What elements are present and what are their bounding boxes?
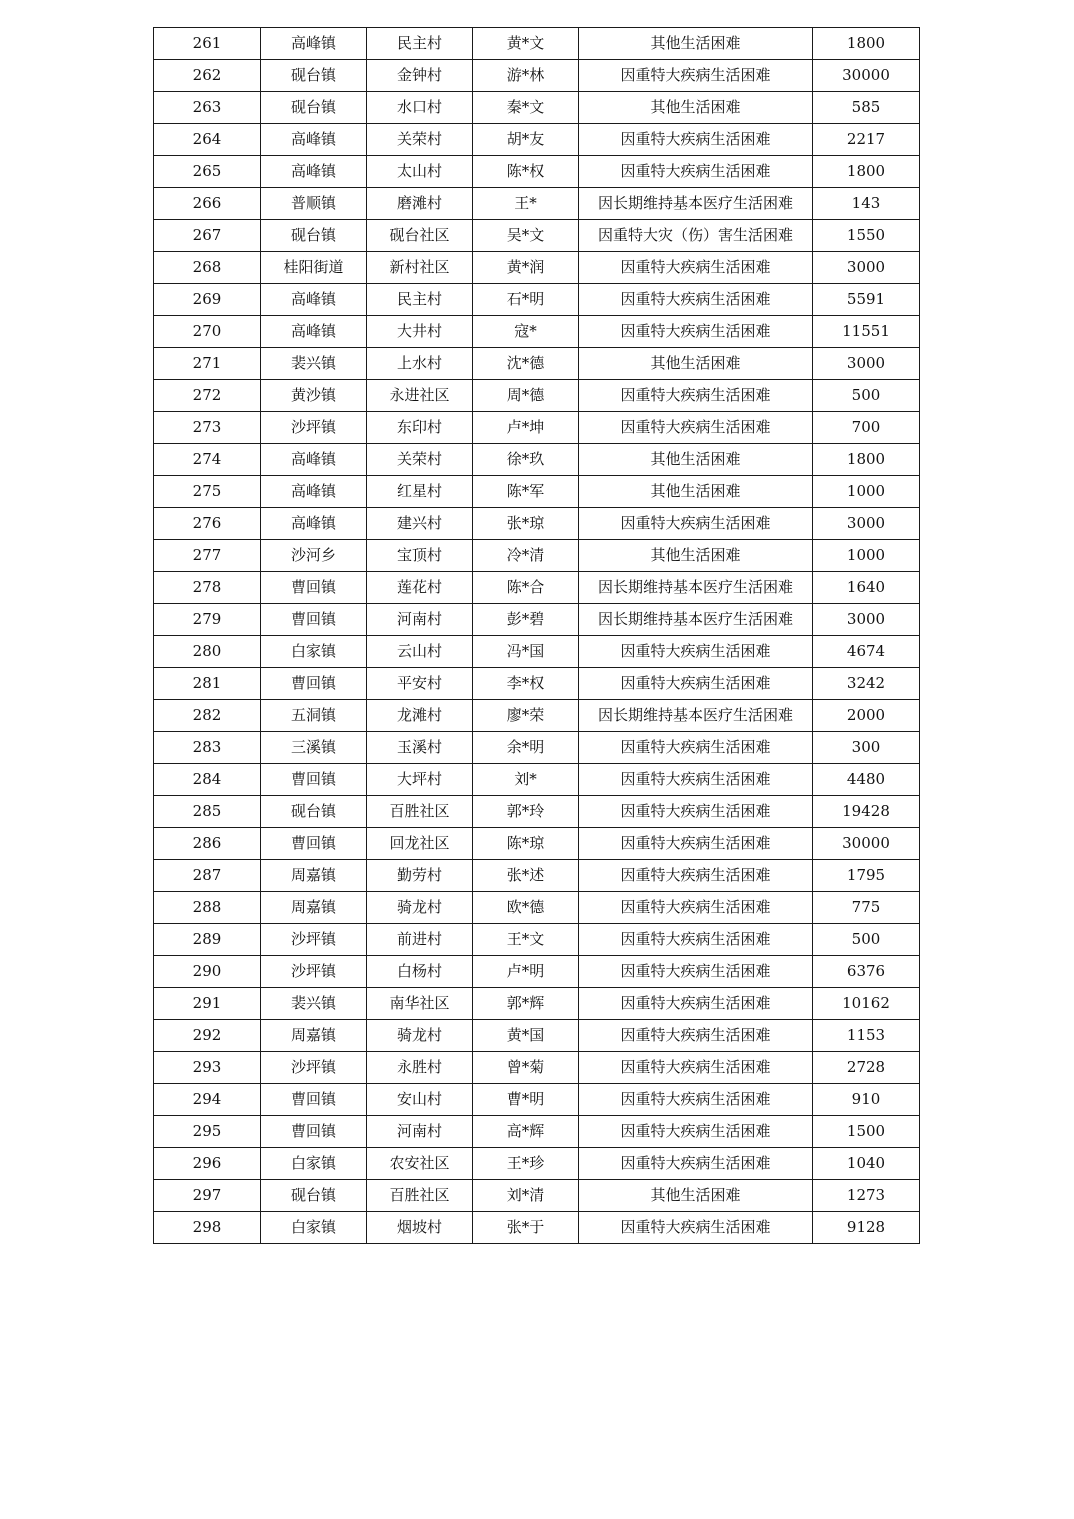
cell-village: 大坪村 [367, 764, 473, 796]
cell-village: 云山村 [367, 636, 473, 668]
cell-name: 秦*文 [473, 92, 579, 124]
cell-amount: 9128 [813, 1212, 920, 1244]
cell-name: 张*琼 [473, 508, 579, 540]
cell-town: 砚台镇 [261, 1180, 367, 1212]
table-row [154, 668, 920, 700]
table-row [154, 92, 920, 124]
cell-serial-number: 297 [154, 1180, 261, 1212]
cell-name: 游*林 [473, 60, 579, 92]
cell-amount: 500 [813, 380, 920, 412]
cell-reason: 因长期维持基本医疗生活困难 [579, 700, 813, 732]
cell-serial-number: 296 [154, 1148, 261, 1180]
cell-name: 徐*玖 [473, 444, 579, 476]
cell-town: 高峰镇 [261, 508, 367, 540]
cell-town: 曹回镇 [261, 828, 367, 860]
table-row [154, 476, 920, 508]
cell-town: 黄沙镇 [261, 380, 367, 412]
cell-town: 曹回镇 [261, 604, 367, 636]
table-row [154, 220, 920, 252]
table-row [154, 1180, 920, 1212]
cell-reason: 因重特大疾病生活困难 [579, 636, 813, 668]
table-row [154, 604, 920, 636]
cell-amount: 2000 [813, 700, 920, 732]
table-row [154, 156, 920, 188]
cell-name: 黄*国 [473, 1020, 579, 1052]
cell-town: 白家镇 [261, 636, 367, 668]
cell-village: 关荣村 [367, 124, 473, 156]
cell-serial-number: 280 [154, 636, 261, 668]
cell-reason: 因重特大疾病生活困难 [579, 60, 813, 92]
cell-village: 砚台社区 [367, 220, 473, 252]
cell-serial-number: 267 [154, 220, 261, 252]
cell-town: 高峰镇 [261, 124, 367, 156]
cell-village: 莲花村 [367, 572, 473, 604]
table-row [154, 892, 920, 924]
cell-reason: 其他生活困难 [579, 28, 813, 60]
cell-serial-number: 278 [154, 572, 261, 604]
cell-amount: 1500 [813, 1116, 920, 1148]
cell-reason: 因长期维持基本医疗生活困难 [579, 572, 813, 604]
cell-village: 骑龙村 [367, 1020, 473, 1052]
cell-town: 高峰镇 [261, 156, 367, 188]
cell-serial-number: 291 [154, 988, 261, 1020]
cell-name: 沈*德 [473, 348, 579, 380]
cell-serial-number: 271 [154, 348, 261, 380]
table-row [154, 732, 920, 764]
cell-town: 曹回镇 [261, 572, 367, 604]
table-row [154, 1084, 920, 1116]
cell-name: 刘* [473, 764, 579, 796]
cell-name: 王*珍 [473, 1148, 579, 1180]
cell-reason: 因重特大疾病生活困难 [579, 252, 813, 284]
cell-village: 烟坡村 [367, 1212, 473, 1244]
cell-amount: 3000 [813, 604, 920, 636]
cell-amount: 5591 [813, 284, 920, 316]
cell-town: 高峰镇 [261, 284, 367, 316]
cell-reason: 因重特大疾病生活困难 [579, 412, 813, 444]
cell-village: 宝顶村 [367, 540, 473, 572]
cell-serial-number: 285 [154, 796, 261, 828]
cell-reason: 因重特大疾病生活困难 [579, 860, 813, 892]
cell-amount: 3000 [813, 348, 920, 380]
cell-reason: 因重特大疾病生活困难 [579, 1052, 813, 1084]
table-row [154, 188, 920, 220]
cell-town: 三溪镇 [261, 732, 367, 764]
cell-amount: 2217 [813, 124, 920, 156]
cell-amount: 3242 [813, 668, 920, 700]
cell-village: 回龙社区 [367, 828, 473, 860]
cell-reason: 因长期维持基本医疗生活困难 [579, 188, 813, 220]
cell-name: 曹*明 [473, 1084, 579, 1116]
cell-village: 东印村 [367, 412, 473, 444]
cell-town: 沙坪镇 [261, 956, 367, 988]
cell-serial-number: 262 [154, 60, 261, 92]
cell-serial-number: 283 [154, 732, 261, 764]
cell-village: 上水村 [367, 348, 473, 380]
table-row [154, 764, 920, 796]
cell-village: 红星村 [367, 476, 473, 508]
table-row [154, 508, 920, 540]
cell-name: 欧*德 [473, 892, 579, 924]
cell-village: 大井村 [367, 316, 473, 348]
cell-amount: 1800 [813, 444, 920, 476]
cell-reason: 因重特大灾（伤）害生活困难 [579, 220, 813, 252]
cell-serial-number: 295 [154, 1116, 261, 1148]
cell-town: 砚台镇 [261, 92, 367, 124]
cell-serial-number: 264 [154, 124, 261, 156]
cell-town: 白家镇 [261, 1212, 367, 1244]
cell-village: 百胜社区 [367, 796, 473, 828]
cell-serial-number: 269 [154, 284, 261, 316]
table-row [154, 28, 920, 60]
cell-town: 曹回镇 [261, 764, 367, 796]
cell-town: 曹回镇 [261, 1116, 367, 1148]
cell-reason: 因重特大疾病生活困难 [579, 1148, 813, 1180]
cell-town: 沙坪镇 [261, 924, 367, 956]
cell-town: 高峰镇 [261, 444, 367, 476]
cell-amount: 1273 [813, 1180, 920, 1212]
cell-name: 王* [473, 188, 579, 220]
cell-village: 太山村 [367, 156, 473, 188]
cell-amount: 1153 [813, 1020, 920, 1052]
cell-amount: 30000 [813, 60, 920, 92]
cell-amount: 3000 [813, 508, 920, 540]
table-row [154, 252, 920, 284]
cell-town: 周嘉镇 [261, 892, 367, 924]
cell-reason: 因重特大疾病生活困难 [579, 284, 813, 316]
cell-name: 王*文 [473, 924, 579, 956]
cell-reason: 因重特大疾病生活困难 [579, 924, 813, 956]
cell-town: 周嘉镇 [261, 860, 367, 892]
cell-name: 寇* [473, 316, 579, 348]
cell-serial-number: 275 [154, 476, 261, 508]
table-row [154, 828, 920, 860]
cell-village: 玉溪村 [367, 732, 473, 764]
cell-village: 河南村 [367, 604, 473, 636]
cell-reason: 其他生活困难 [579, 444, 813, 476]
cell-name: 陈*军 [473, 476, 579, 508]
cell-reason: 因重特大疾病生活困难 [579, 1212, 813, 1244]
cell-serial-number: 287 [154, 860, 261, 892]
cell-town: 沙坪镇 [261, 412, 367, 444]
cell-amount: 4674 [813, 636, 920, 668]
cell-amount: 4480 [813, 764, 920, 796]
cell-village: 勤劳村 [367, 860, 473, 892]
cell-reason: 因重特大疾病生活困难 [579, 316, 813, 348]
cell-name: 胡*友 [473, 124, 579, 156]
cell-reason: 因重特大疾病生活困难 [579, 1116, 813, 1148]
cell-name: 陈*琼 [473, 828, 579, 860]
cell-village: 建兴村 [367, 508, 473, 540]
table-row [154, 924, 920, 956]
cell-name: 张*述 [473, 860, 579, 892]
cell-reason: 因重特大疾病生活困难 [579, 668, 813, 700]
cell-village: 金钟村 [367, 60, 473, 92]
cell-town: 沙坪镇 [261, 1052, 367, 1084]
table-row [154, 1052, 920, 1084]
cell-name: 卢*坤 [473, 412, 579, 444]
cell-serial-number: 268 [154, 252, 261, 284]
table-row [154, 316, 920, 348]
cell-serial-number: 265 [154, 156, 261, 188]
cell-village: 龙滩村 [367, 700, 473, 732]
cell-serial-number: 274 [154, 444, 261, 476]
cell-village: 百胜社区 [367, 1180, 473, 1212]
table-row [154, 956, 920, 988]
cell-reason: 因重特大疾病生活困难 [579, 1084, 813, 1116]
cell-name: 黄*润 [473, 252, 579, 284]
cell-reason: 因重特大疾病生活困难 [579, 956, 813, 988]
cell-reason: 因重特大疾病生活困难 [579, 732, 813, 764]
cell-name: 黄*文 [473, 28, 579, 60]
cell-name: 郭*辉 [473, 988, 579, 1020]
cell-amount: 3000 [813, 252, 920, 284]
table-row [154, 348, 920, 380]
cell-serial-number: 290 [154, 956, 261, 988]
cell-serial-number: 292 [154, 1020, 261, 1052]
cell-town: 高峰镇 [261, 476, 367, 508]
cell-town: 普顺镇 [261, 188, 367, 220]
cell-reason: 因重特大疾病生活困难 [579, 156, 813, 188]
cell-town: 曹回镇 [261, 1084, 367, 1116]
cell-name: 陈*合 [473, 572, 579, 604]
cell-village: 关荣村 [367, 444, 473, 476]
relief-table [153, 27, 920, 1244]
cell-village: 民主村 [367, 284, 473, 316]
cell-name: 张*于 [473, 1212, 579, 1244]
table-row [154, 380, 920, 412]
cell-reason: 因重特大疾病生活困难 [579, 380, 813, 412]
cell-name: 高*辉 [473, 1116, 579, 1148]
cell-name: 李*权 [473, 668, 579, 700]
table-row [154, 700, 920, 732]
cell-name: 吴*文 [473, 220, 579, 252]
cell-town: 白家镇 [261, 1148, 367, 1180]
cell-village: 南华社区 [367, 988, 473, 1020]
cell-serial-number: 286 [154, 828, 261, 860]
cell-village: 磨滩村 [367, 188, 473, 220]
cell-village: 永进社区 [367, 380, 473, 412]
cell-serial-number: 282 [154, 700, 261, 732]
cell-serial-number: 277 [154, 540, 261, 572]
cell-amount: 1795 [813, 860, 920, 892]
table-row [154, 572, 920, 604]
cell-name: 冷*清 [473, 540, 579, 572]
cell-amount: 143 [813, 188, 920, 220]
cell-village: 前进村 [367, 924, 473, 956]
cell-reason: 因重特大疾病生活困难 [579, 764, 813, 796]
cell-reason: 因重特大疾病生活困难 [579, 124, 813, 156]
cell-village: 永胜村 [367, 1052, 473, 1084]
cell-serial-number: 284 [154, 764, 261, 796]
cell-amount: 775 [813, 892, 920, 924]
cell-name: 卢*明 [473, 956, 579, 988]
table-row [154, 1020, 920, 1052]
table-row [154, 1116, 920, 1148]
cell-reason: 其他生活困难 [579, 540, 813, 572]
table-row [154, 124, 920, 156]
cell-town: 沙河乡 [261, 540, 367, 572]
cell-village: 农安社区 [367, 1148, 473, 1180]
table-row [154, 412, 920, 444]
cell-town: 高峰镇 [261, 28, 367, 60]
table-row [154, 1148, 920, 1180]
cell-amount: 500 [813, 924, 920, 956]
cell-reason: 其他生活困难 [579, 92, 813, 124]
cell-reason: 因重特大疾病生活困难 [579, 988, 813, 1020]
cell-town: 高峰镇 [261, 316, 367, 348]
table-row [154, 988, 920, 1020]
cell-amount: 1040 [813, 1148, 920, 1180]
cell-town: 五洞镇 [261, 700, 367, 732]
table-row [154, 284, 920, 316]
cell-serial-number: 281 [154, 668, 261, 700]
cell-amount: 1800 [813, 28, 920, 60]
cell-reason: 其他生活困难 [579, 348, 813, 380]
cell-amount: 700 [813, 412, 920, 444]
cell-name: 曾*菊 [473, 1052, 579, 1084]
cell-town: 裴兴镇 [261, 348, 367, 380]
cell-amount: 30000 [813, 828, 920, 860]
cell-serial-number: 289 [154, 924, 261, 956]
cell-amount: 1000 [813, 476, 920, 508]
cell-reason: 其他生活困难 [579, 1180, 813, 1212]
table-row [154, 796, 920, 828]
cell-village: 平安村 [367, 668, 473, 700]
cell-amount: 11551 [813, 316, 920, 348]
cell-name: 郭*玲 [473, 796, 579, 828]
table-row [154, 1212, 920, 1244]
cell-town: 砚台镇 [261, 220, 367, 252]
cell-town: 曹回镇 [261, 668, 367, 700]
cell-name: 刘*清 [473, 1180, 579, 1212]
cell-amount: 2728 [813, 1052, 920, 1084]
cell-serial-number: 273 [154, 412, 261, 444]
relief-table-body [154, 28, 920, 1244]
cell-reason: 因重特大疾病生活困难 [579, 1020, 813, 1052]
cell-serial-number: 272 [154, 380, 261, 412]
cell-name: 冯*国 [473, 636, 579, 668]
cell-amount: 19428 [813, 796, 920, 828]
cell-amount: 585 [813, 92, 920, 124]
cell-reason: 其他生活困难 [579, 476, 813, 508]
cell-village: 白杨村 [367, 956, 473, 988]
table-row [154, 60, 920, 92]
cell-amount: 1800 [813, 156, 920, 188]
cell-town: 桂阳街道 [261, 252, 367, 284]
cell-amount: 910 [813, 1084, 920, 1116]
cell-village: 河南村 [367, 1116, 473, 1148]
cell-serial-number: 270 [154, 316, 261, 348]
cell-amount: 10162 [813, 988, 920, 1020]
cell-serial-number: 261 [154, 28, 261, 60]
cell-town: 裴兴镇 [261, 988, 367, 1020]
cell-amount: 1000 [813, 540, 920, 572]
cell-amount: 300 [813, 732, 920, 764]
cell-town: 砚台镇 [261, 60, 367, 92]
table-row [154, 540, 920, 572]
cell-serial-number: 298 [154, 1212, 261, 1244]
cell-serial-number: 266 [154, 188, 261, 220]
cell-amount: 1640 [813, 572, 920, 604]
cell-town: 周嘉镇 [261, 1020, 367, 1052]
cell-serial-number: 293 [154, 1052, 261, 1084]
cell-village: 民主村 [367, 28, 473, 60]
cell-reason: 因重特大疾病生活困难 [579, 828, 813, 860]
cell-town: 砚台镇 [261, 796, 367, 828]
cell-name: 周*德 [473, 380, 579, 412]
cell-amount: 6376 [813, 956, 920, 988]
cell-reason: 因重特大疾病生活困难 [579, 796, 813, 828]
cell-name: 陈*权 [473, 156, 579, 188]
cell-name: 石*明 [473, 284, 579, 316]
cell-serial-number: 276 [154, 508, 261, 540]
cell-name: 余*明 [473, 732, 579, 764]
cell-village: 新村社区 [367, 252, 473, 284]
cell-village: 骑龙村 [367, 892, 473, 924]
cell-name: 彭*碧 [473, 604, 579, 636]
cell-serial-number: 294 [154, 1084, 261, 1116]
cell-reason: 因重特大疾病生活困难 [579, 508, 813, 540]
cell-village: 水口村 [367, 92, 473, 124]
cell-name: 廖*荣 [473, 700, 579, 732]
cell-serial-number: 279 [154, 604, 261, 636]
cell-serial-number: 288 [154, 892, 261, 924]
cell-village: 安山村 [367, 1084, 473, 1116]
cell-amount: 1550 [813, 220, 920, 252]
table-row [154, 444, 920, 476]
cell-reason: 因重特大疾病生活困难 [579, 892, 813, 924]
table-row [154, 636, 920, 668]
table-row [154, 860, 920, 892]
cell-serial-number: 263 [154, 92, 261, 124]
cell-reason: 因长期维持基本医疗生活困难 [579, 604, 813, 636]
